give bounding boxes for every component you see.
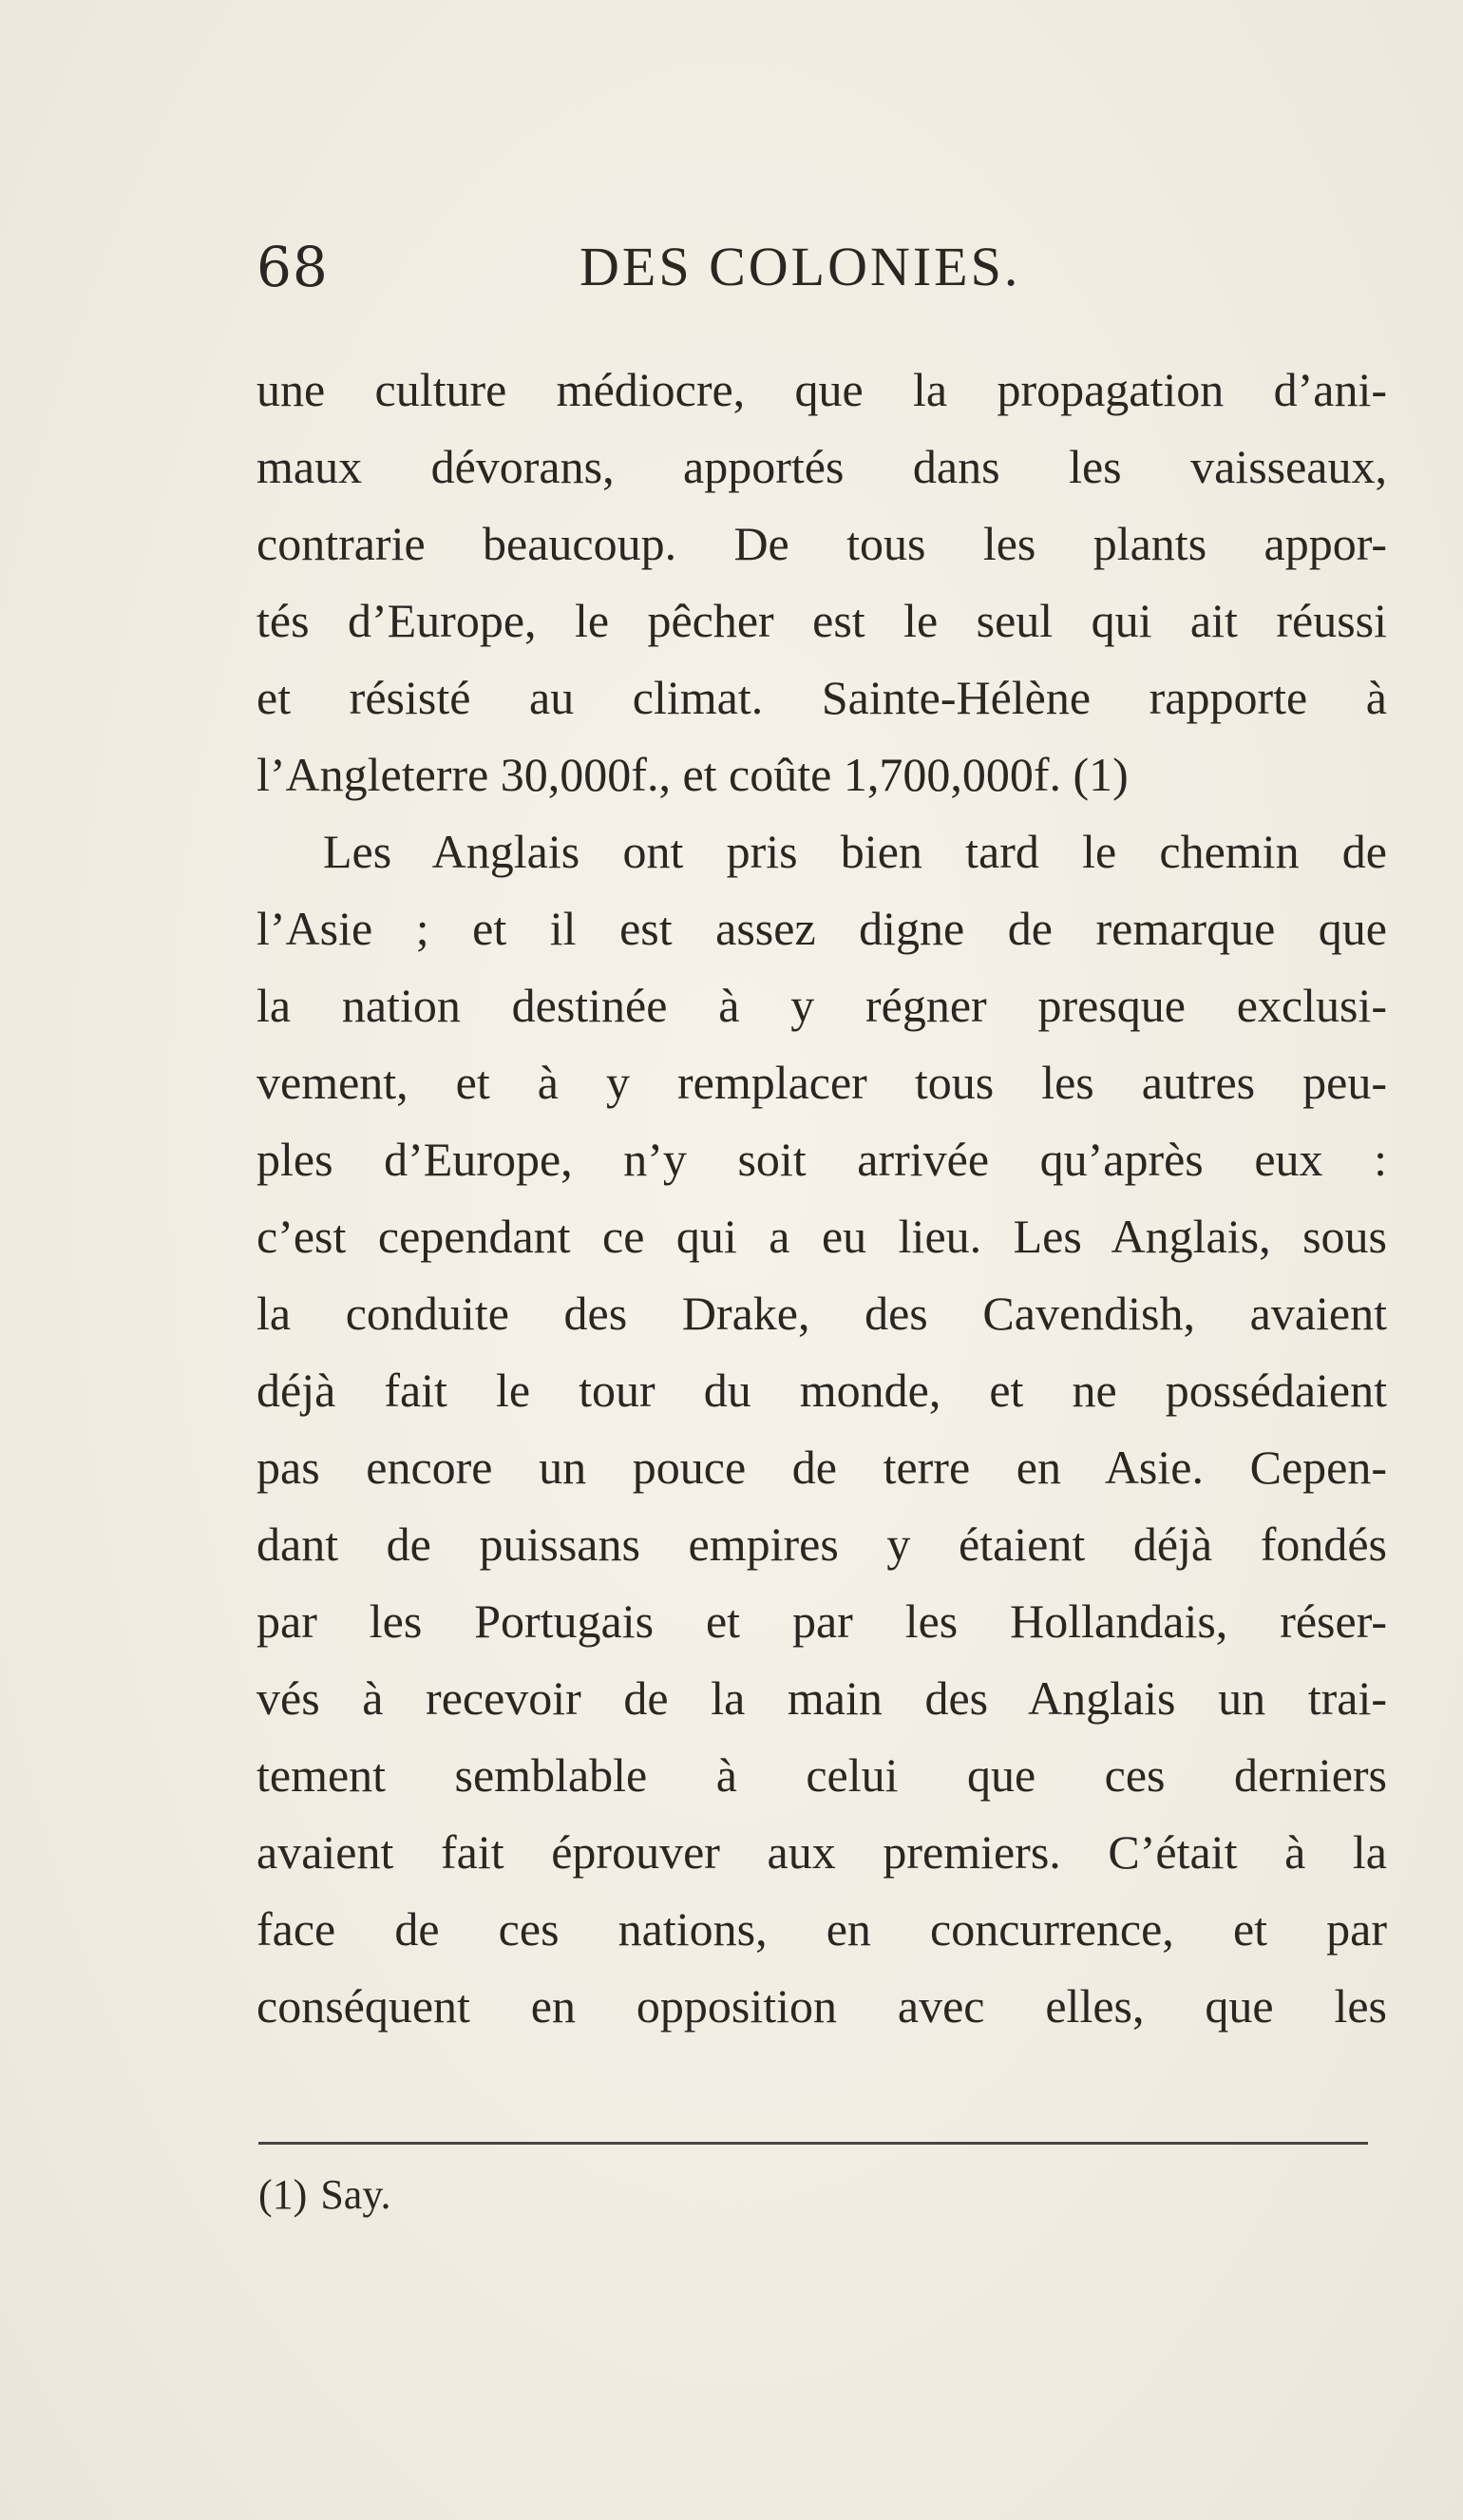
footnote-text: Say. xyxy=(320,2171,391,2218)
body-text xyxy=(256,352,1387,2045)
text-line: vés à recevoir de la main des Anglais un trai- xyxy=(256,1671,1387,1725)
running-head xyxy=(256,224,1378,310)
text-line: face de ces nations, en concurrence, et par xyxy=(256,1902,1387,1956)
footnote xyxy=(258,2162,390,2228)
text-line: pas encore un pouce de terre en Asie. Cepen- xyxy=(256,1441,1387,1494)
text-line: c’est cependant ce qui a eu lieu. Les Anglais, sous xyxy=(256,1210,1387,1263)
text-line: dant de puissans empires y étaient déjà fondés xyxy=(256,1518,1387,1571)
text-line: la conduite des Drake, des Cavendish, avaient xyxy=(256,1287,1387,1340)
text-line: et résisté au climat. Sainte-Hélène rapporte à xyxy=(256,671,1387,724)
footnote-divider xyxy=(258,2142,1368,2145)
text-line: l’Asie ; et il est assez digne de remarque que xyxy=(256,902,1387,955)
text-line: tement semblable à celui que ces derniers xyxy=(256,1748,1387,1802)
text-line: tés d’Europe, le pêcher est le seul qui ait réussi xyxy=(256,594,1387,647)
text-line: ples d’Europe, n’y soit arrivée qu’après eux : xyxy=(256,1133,1387,1186)
text-line: par les Portugais et par les Hollandais, réser- xyxy=(256,1594,1387,1648)
running-title: DES COLONIES. xyxy=(580,236,1021,297)
text-line: avaient fait éprouver aux premiers. C’était à la xyxy=(256,1825,1387,1879)
text-line: conséquent en opposition avec elles, que les xyxy=(256,1979,1387,2033)
footnote-marker: (1) xyxy=(258,2171,308,2218)
text-line: contrarie beaucoup. De tous les plants appor- xyxy=(256,517,1387,570)
text-line: Les Anglais ont pris bien tard le chemin de xyxy=(323,825,1387,878)
text-line: maux dévorans, apportés dans les vaisseaux, xyxy=(256,440,1387,493)
page-number: 68 xyxy=(256,235,329,299)
text-line: la nation destinée à y régner presque exclusi- xyxy=(256,979,1387,1032)
text-line: déjà fait le tour du monde, et ne possédaient xyxy=(256,1364,1387,1417)
text-line: vement, et à y remplacer tous les autres peu- xyxy=(256,1056,1387,1109)
text-line: l’Angleterre 30,000f., et coûte 1,700,000f. (1) xyxy=(256,748,1129,801)
text-line: une culture médiocre, que la propagation d’ani- xyxy=(256,363,1387,416)
